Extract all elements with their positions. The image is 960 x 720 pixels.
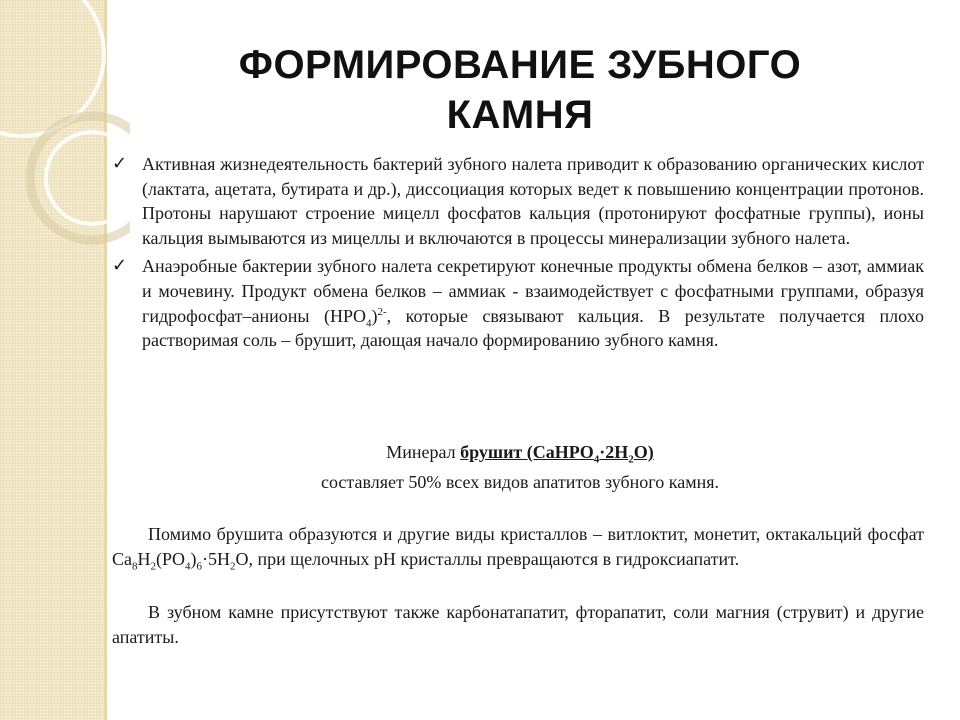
share-line: составляет 50% всех видов апатитов зубного камня. (320, 472, 720, 492)
checkmark-icon: ✓ (112, 153, 128, 174)
bullet-1-text: Активная жизнедеятельность бактерий зубного налета приводит к образованию органических кислот (лактата, ацетата, бутирата и др.), диссоциация которых ведет к повышению концентрации протонов. Протоны нарушают строение мицелл фосфатов кальция (протонируют фосфатные группы), ионы кальция вымываются из мицеллы и включаются в процессы минерализации зубного налета. (142, 154, 924, 248)
bullet-item-2 (112, 254, 924, 352)
bullet-list (112, 152, 924, 353)
bullet-item-1 (112, 152, 924, 250)
paragraph-crystals: Помимо брушита образуются и другие виды кристаллов – витлоктит, монетит, октакальций фосфат $Ca_8H_2(PO_4)_6\cdot 5H_2O$, при щелочных pH кристаллы превращаются в гидроксиапатит. (112, 524, 924, 573)
title-line-1: ФОРМИРОВАНИЕ ЗУБНОГО (238, 43, 802, 87)
mineral-line: Минерал брушит $(CaHPO_4\cdot 2H_2O)$ (386, 442, 654, 466)
brushite-formula: брушит $(CaHPO_4\cdot 2H_2O)$ (460, 442, 654, 466)
bullet-2-text: Анаэробные бактерии зубного налета секретируют конечные продукты обмена белков – азот, аммиак и мочевину. Продукт обмена белков – аммиак - взаимодействует с фосфатными группами, образуя гидрофосфат–анионы $(HPO_4)^{2-}$, которые связывают кальция. В результате получается плохо растворимая соль – брушит, дающая начало формированию зубного камня. (142, 256, 924, 351)
title-line-2: КАМНЯ (446, 93, 594, 137)
checkmark-icon: ✓ (112, 255, 128, 277)
slide-title (110, 40, 930, 140)
paragraph-apatites: В зубном камне присутствуют также карбонатапатит, фторапатит, соли магния (струвит) и другие апатиты. (112, 602, 924, 647)
